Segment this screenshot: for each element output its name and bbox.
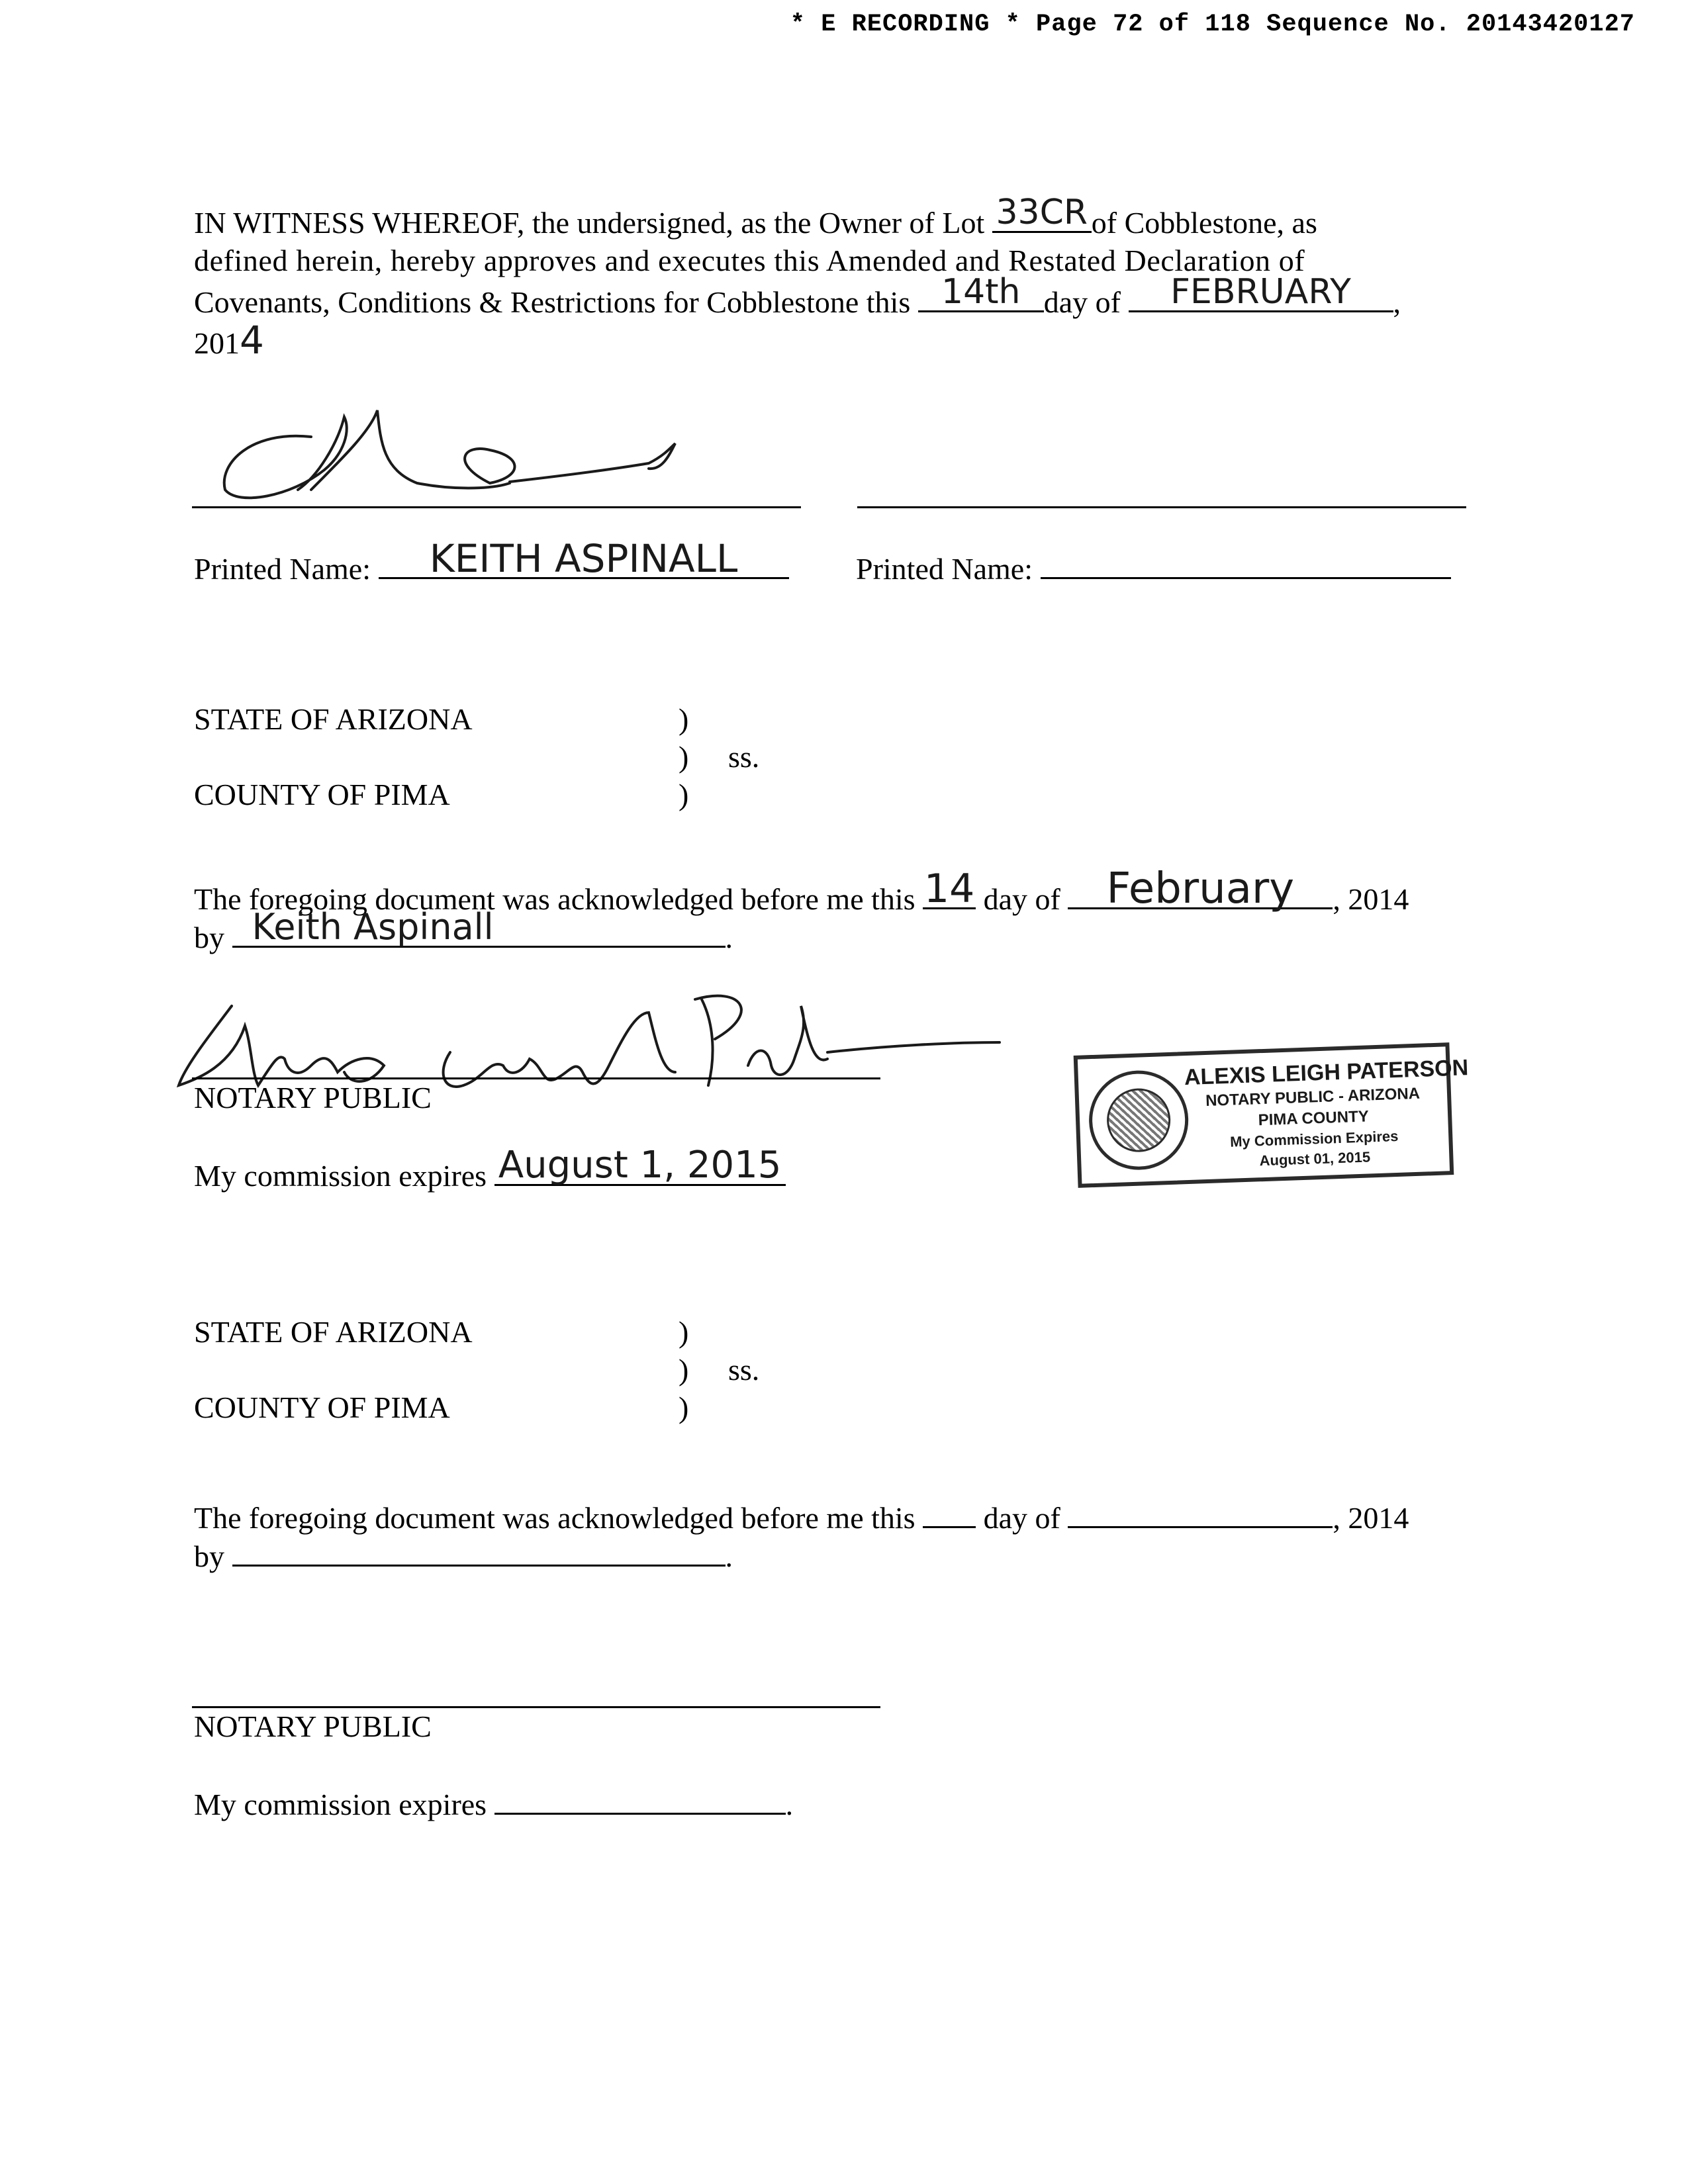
paren-1c: ) [679, 778, 689, 811]
ack-day-blank-2 [923, 1497, 976, 1528]
witness-line-1: IN WITNESS WHEREOF, the undersigned, as the Owner of Lot 33CR of Cobblestone, as [194, 193, 1317, 240]
ss-label-1: ss. [728, 740, 760, 774]
year-handwritten: 4 [240, 318, 264, 363]
co-owner-signature-line [857, 506, 1466, 508]
stamp-name: ALEXIS LEIGH PATERSON [1184, 1055, 1469, 1091]
month-blank [1129, 272, 1393, 312]
day-handwritten: 14th [941, 272, 1021, 312]
recording-header: * E RECORDING * Page 72 of 118 Sequence No. 20143420127 [790, 11, 1635, 38]
state-label-1: STATE OF ARIZONA [194, 702, 473, 736]
owner-signature [212, 390, 715, 510]
state-label-2: STATE OF ARIZONA [194, 1315, 473, 1349]
county-label-2: COUNTY OF PIMA [194, 1390, 450, 1424]
state-seal-icon [1088, 1069, 1190, 1171]
by-blank-1 [232, 906, 726, 948]
ack-month-blank-1 [1068, 864, 1333, 913]
day-blank [918, 272, 1044, 312]
notary-public-label-2: NOTARY PUBLIC [194, 1709, 432, 1743]
commission-line-1: My commission expires August 1, 2015 [194, 1155, 786, 1195]
stamp-line-2: NOTARY PUBLIC - ARIZONA [1205, 1084, 1421, 1111]
witness-line-2: defined herein, hereby approves and executes this Amended and Restated Declaration of [194, 244, 1305, 277]
paren-1a: ) [679, 702, 689, 736]
ack-month-handwritten-1: February [1106, 864, 1295, 913]
paren-1b: ) [679, 740, 689, 774]
lot-handwritten: 33CR [996, 193, 1088, 232]
witness-line-4: 2014 [194, 318, 264, 363]
stamp-line-4: My Commission Expires [1229, 1127, 1399, 1150]
paren-2a: ) [679, 1315, 689, 1349]
ss-label-2: ss. [728, 1353, 760, 1387]
printed-name-2-blank [1041, 548, 1451, 579]
stamp-line-5: August 01, 2015 [1259, 1148, 1371, 1169]
commission-date-handwritten-1: August 1, 2015 [498, 1144, 782, 1187]
paren-2c: ) [679, 1390, 689, 1424]
stamp-line-3: PIMA COUNTY [1258, 1107, 1370, 1130]
notary-public-label-1: NOTARY PUBLIC [194, 1081, 432, 1115]
commission-blank-1 [494, 1144, 786, 1187]
by-line-1: by Keith Aspinall . [194, 906, 733, 954]
ack-day-handwritten-1: 14 [923, 866, 975, 912]
acknowledgment-2: The foregoing document was acknowledged before me this day of , 2014 [194, 1497, 1409, 1537]
printed-name-2: Printed Name: [856, 548, 1451, 588]
by-line-2: by . [194, 1535, 733, 1576]
month-handwritten: FEBRUARY [1170, 272, 1351, 312]
commission-blank-2 [494, 1784, 786, 1815]
county-label-1: COUNTY OF PIMA [194, 778, 450, 811]
by-name-handwritten-1: Keith Aspinall [252, 906, 494, 948]
printed-name-1: Printed Name: KEITH ASPINALL [194, 548, 789, 588]
ack-month-blank-2 [1068, 1497, 1333, 1528]
owner-signature-line [192, 506, 801, 508]
by-blank-2 [232, 1535, 726, 1567]
paren-2b: ) [679, 1353, 689, 1387]
notary-stamp [1074, 1042, 1469, 1188]
lot-blank [992, 193, 1092, 233]
acknowledgment-1: The foregoing document was acknowledged before me this 14 day of February , 2014 [194, 864, 1409, 916]
ack-day-blank-1 [923, 866, 976, 912]
printed-name-1-value: KEITH ASPINALL [429, 536, 738, 581]
witness-line-3: Covenants, Conditions & Restrictions for Cobblestone this 14th day of FEBRUARY , [194, 272, 1401, 319]
commission-line-2: My commission expires . [194, 1784, 793, 1824]
